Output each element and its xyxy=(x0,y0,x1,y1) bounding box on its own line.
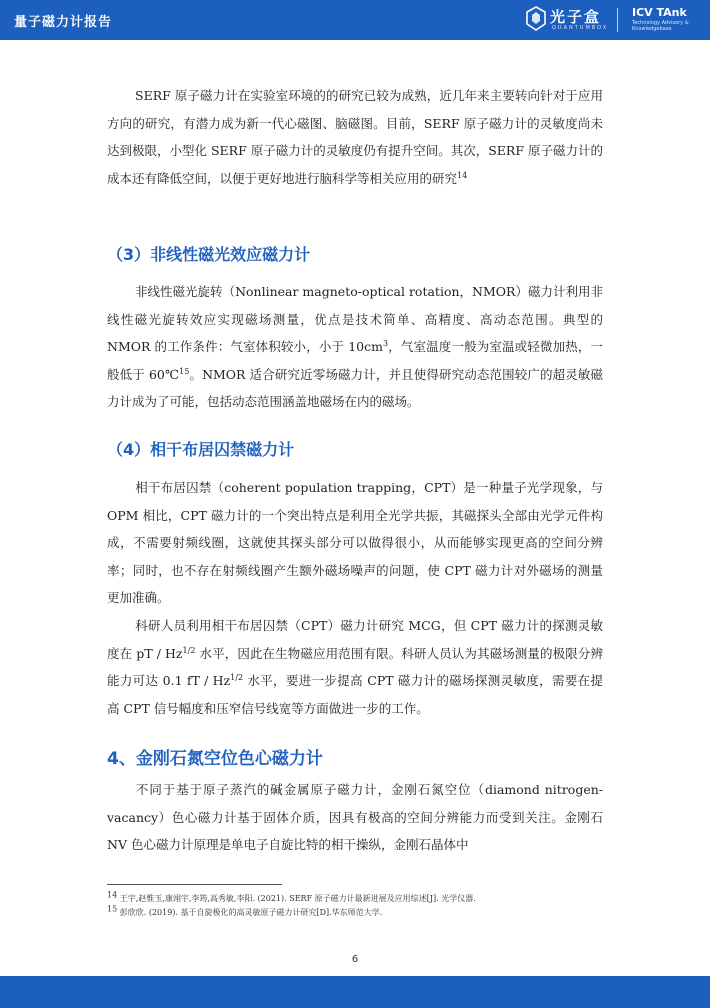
report-title: 量子磁力计报告 xyxy=(14,15,113,30)
paragraph-cpt-mcg-text-b: 水平，因此在生物磁应用范围有限。科研人员认为其磁场测量的极限分辨能力可达 0.1 fT / Hz xyxy=(107,645,603,688)
section-heading-cpt: （4）相干布居囚禁磁力计 xyxy=(107,440,295,459)
paragraph-cpt-mcg-text-a: 科研人员利用相干布居囚禁（CPT）磁力计研究 MCG，但 CPT 磁力计的探测灵敏度在 pT / Hz xyxy=(107,618,603,661)
paragraph-nv-text: 不同于基于原子蒸汽的碱金属原子磁力计，金刚石氮空位（diamond nitrogen-vacancy）色心磁力计基于固体介质，因具有极高的空间分辨能力而受到关注。金刚石 NV 色心磁力计原理是单电子自旋比特的相干操纵，金刚石晶体中 xyxy=(107,782,603,852)
paragraph-cpt-mcg-text-c: 水平，要进一步提高 CPT 磁力计的磁场探测灵敏度，需要在提高 CPT 信号幅度和压窄信号线宽等方面做进一步的工作。 xyxy=(107,673,604,716)
logo-name: 光子盒 xyxy=(550,8,602,26)
section-heading-nv-diamond: 4、金刚石氮空位色心磁力计 xyxy=(107,749,323,769)
paragraph-nmor-text-a: 非线性磁光旋转（Nonlinear magneto-optical rotation，NMOR）磁力计利用非线性磁光旋转效应实现磁场测量，优点是技术简单、高精度、高动态范围。典型的 NMOR 的工作条件：气室体积较小，小于 10cm xyxy=(107,284,603,354)
footnote-number: 15 xyxy=(107,904,118,914)
icv-tank-logo: ICV TAnk xyxy=(632,6,687,19)
footnote-14 xyxy=(107,890,607,904)
paragraph-cpt-mcg xyxy=(107,612,603,722)
footnote-text: 彭欣欣. (2019). 基于自旋极化的高灵敏原子磁力计研究[D].华东师范大学. xyxy=(119,908,383,917)
superscript-cubic: 3 xyxy=(383,338,389,348)
paragraph-cpt-intro xyxy=(107,474,603,612)
paragraph-serf xyxy=(107,82,603,192)
page-header-bar xyxy=(0,0,710,40)
page-number: 6 xyxy=(351,954,359,965)
page-footer-bar xyxy=(0,976,710,1008)
logo-subtitle: QUANTUMBOX xyxy=(552,25,609,31)
footnote-ref-14: 14 xyxy=(457,170,468,180)
paragraph-nmor-text-c: 。NMOR 适合研究近零场磁力计，并且使得研究动态范围较广的超灵敏磁力计成为了可能，包括动态范围涵盖地磁场在内的磁场。 xyxy=(107,366,603,409)
footnote-ref-15: 15 xyxy=(179,366,190,376)
paragraph-nmor-text-b: ，气室温度一般为室温或轻微加热，一般低于 60℃ xyxy=(107,339,603,382)
footnote-text: 王宇,赵惟玉,康翊宇,李筠,高秀敏,李阳. (2021). SERF 原子磁力计最新进展及应用综述[J]. 光学仪器. xyxy=(119,894,476,903)
superscript-half-2: 1/2 xyxy=(230,672,244,682)
paragraph-nv xyxy=(107,776,603,859)
header-divider xyxy=(617,8,618,32)
icv-tank-tagline: Technology Advisory & Knowledgebase xyxy=(632,20,689,32)
paragraph-serf-text: SERF 原子磁力计在实验室环境的的研究已较为成熟，近几年来主要转向针对于应用方向的研究，有潜力成为新一代心磁图、脑磁图。目前，SERF 原子磁力计的灵敏度尚未达到极限，小型化 SERF 原子磁力计的灵敏度仍有提升空间。其次，SERF 原子磁力计的成本还有降低空间，以便于更好地进行脑科学等相关应用的研究 xyxy=(107,88,603,186)
footnote-number: 14 xyxy=(107,890,118,900)
superscript-half-1: 1/2 xyxy=(182,645,196,655)
footnote-15 xyxy=(107,904,607,918)
section-heading-nmor: （3）非线性磁光效应磁力计 xyxy=(107,245,311,264)
paragraph-nmor xyxy=(107,278,603,416)
quantumbox-logo-icon xyxy=(525,6,547,32)
footnote-separator xyxy=(107,884,282,885)
paragraph-cpt-intro-text: 相干布居囚禁（coherent population trapping，CPT）是一种量子光学现象，与 OPM 相比，CPT 磁力计的一个突出特点是利用全光学共振，其磁探头全部由光学元件构成，不需要射频线圈，这就使其探头部分可以做得很小，从而能够实现更高的空间分辨率；同时，也不存在射频线圈产生额外磁场噪声的问题，使 CPT 磁力计对外磁场的测量更加准确。 xyxy=(107,480,603,605)
